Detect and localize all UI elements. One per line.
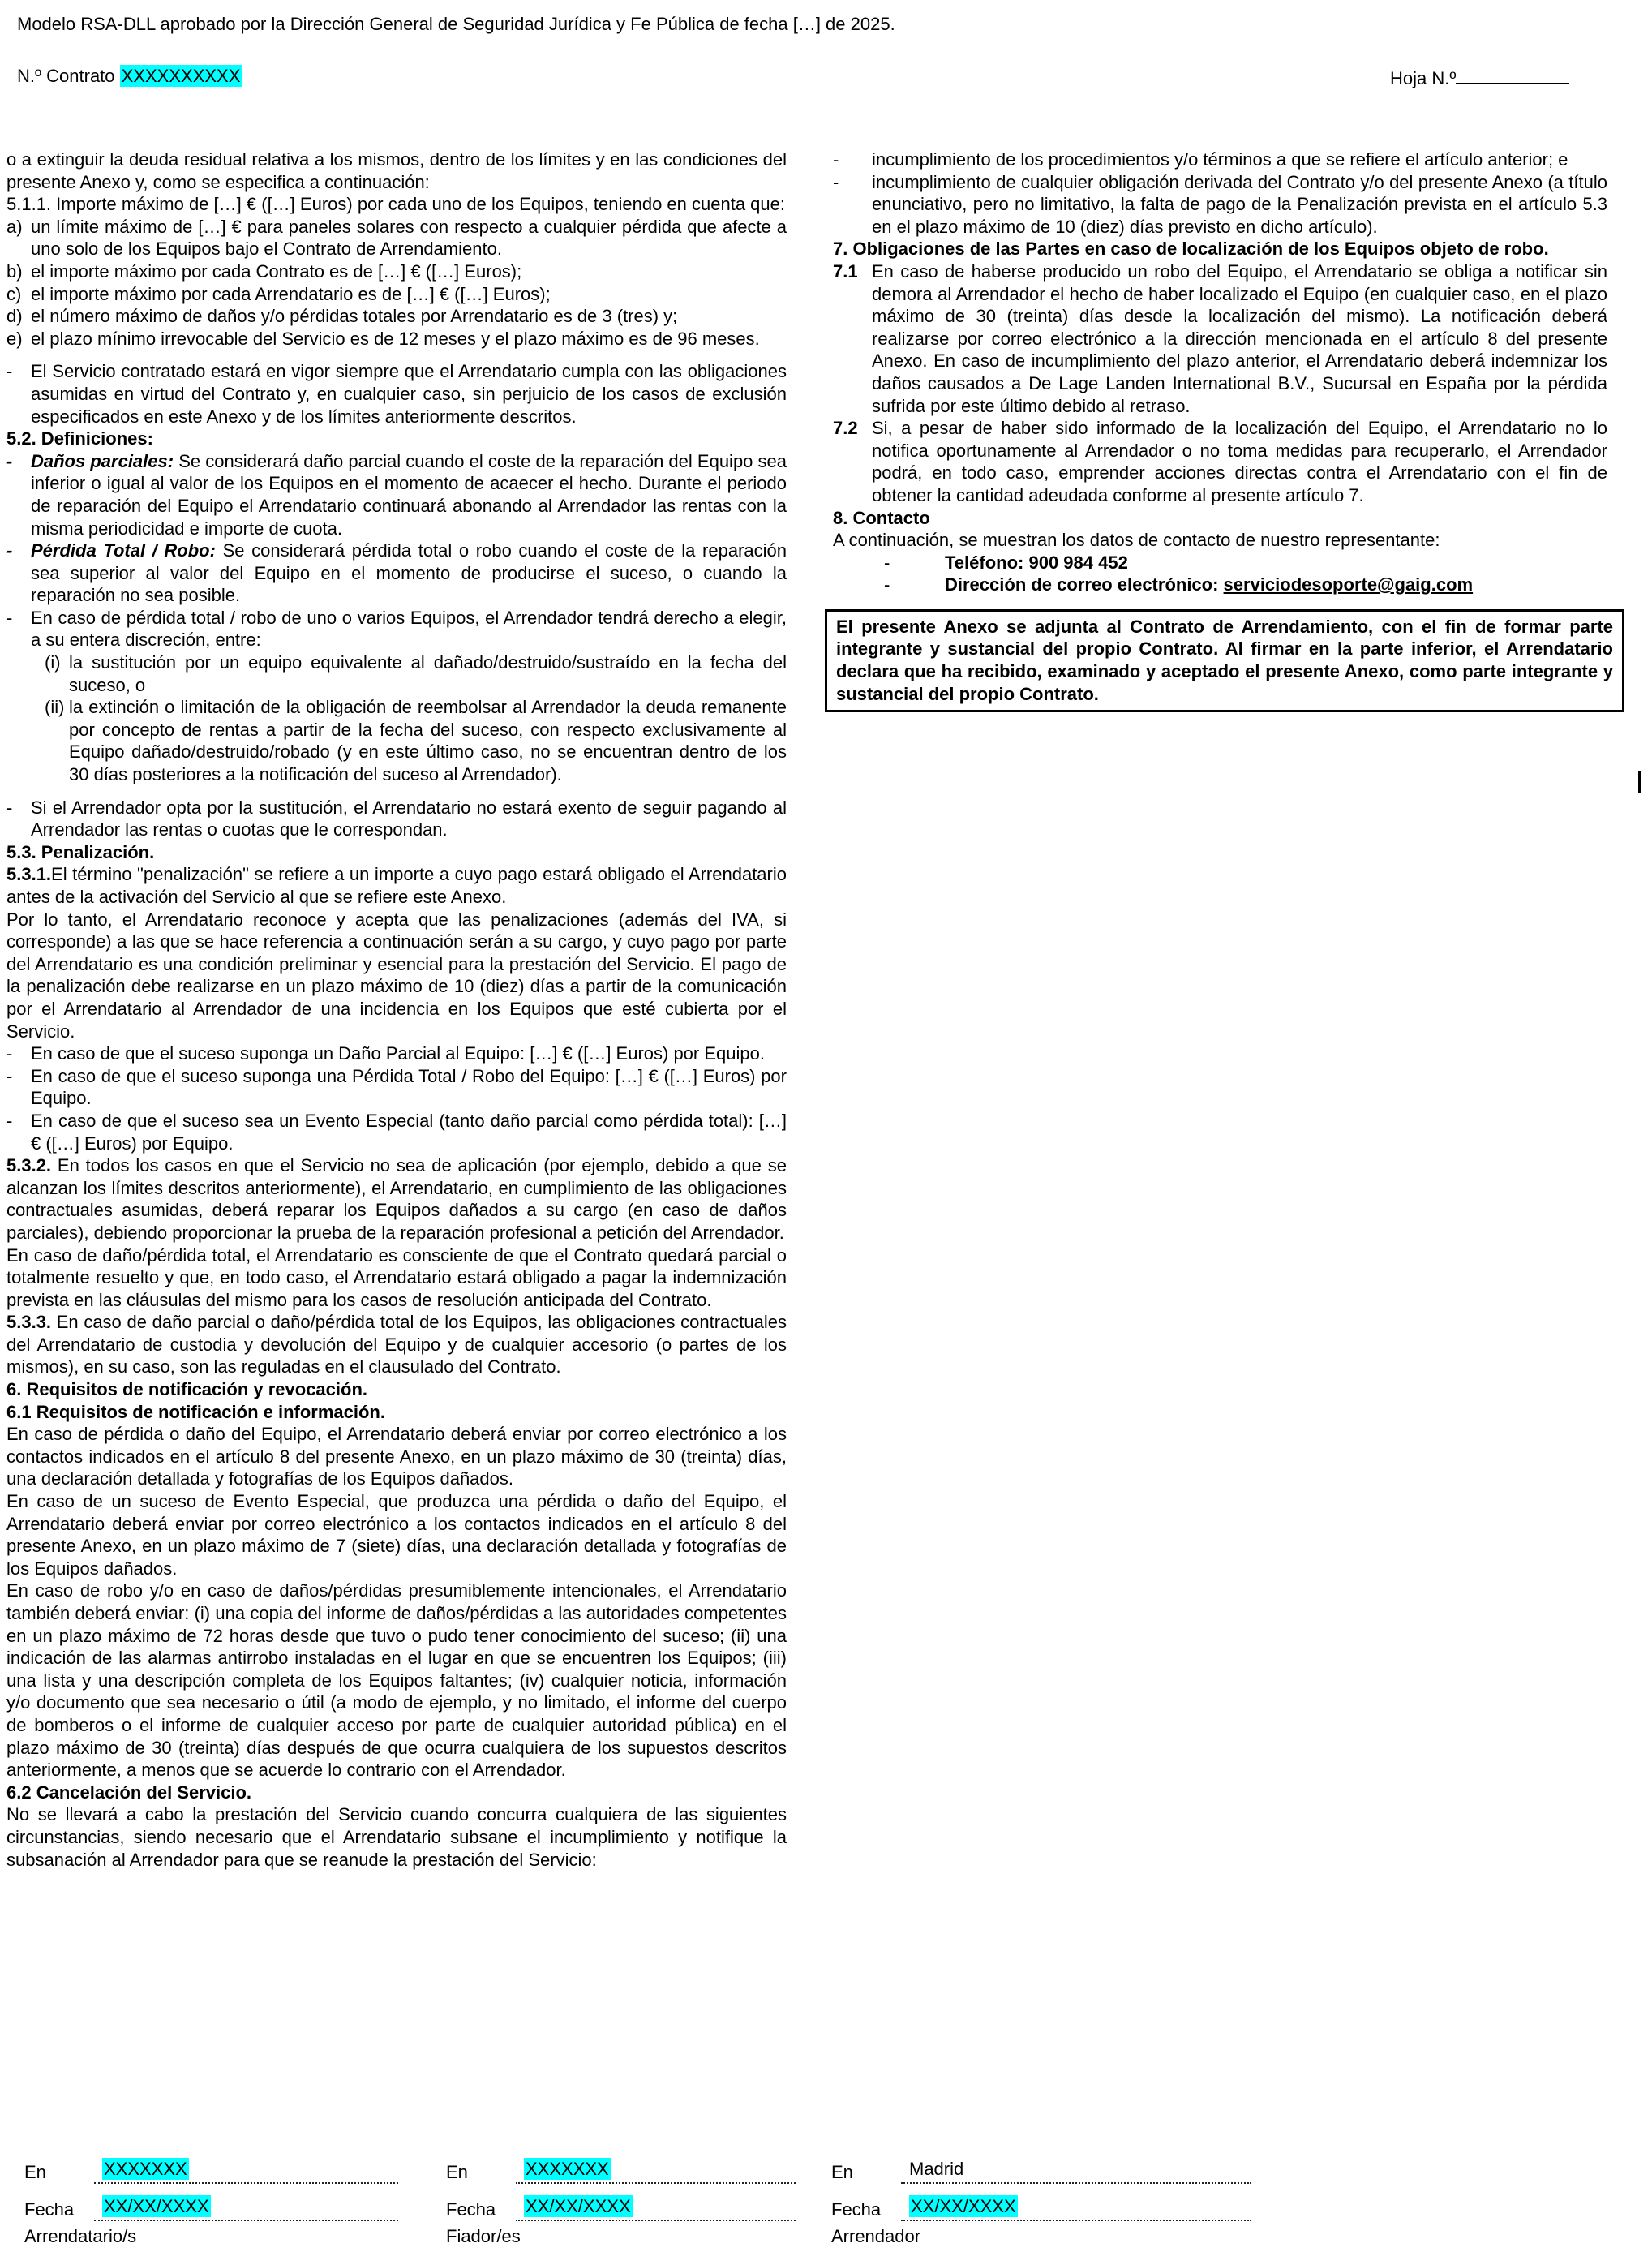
email-label: Dirección de correo electrónico: — [945, 574, 1224, 595]
left-column — [6, 148, 787, 1871]
list-item-b: b) el importe máximo por cada Contrato es de […] € ([…] Euros); — [6, 260, 522, 282]
place-signature-line[interactable] — [901, 2158, 1251, 2184]
date-field-value[interactable]: XX/XX/XXXX — [911, 2196, 1016, 2217]
date-field-value[interactable]: XX/XX/XXXX — [104, 2196, 209, 2217]
contract-number-value[interactable]: XXXXXXXXXX — [121, 66, 241, 86]
place-field-value[interactable]: XXXXXXX — [526, 2159, 609, 2180]
place-signature-line[interactable] — [516, 2158, 796, 2184]
annex-notice-box: El presente Anexo se adjunta al Contrato de Arrendamiento, con el fin de formar parte integrante y sustancial del propio Contrato. Al firmar en la parte inferior, el Arrendatario declara que ha recibido, examinado y aceptado el presente Anexo, como parte integrante y sustancial del propio Contrato. — [825, 609, 1624, 712]
contact-phone — [884, 552, 1607, 574]
clause-7-2: 7.2 Si, a pesar de haber sido informado de la localización del Equipo, el Arrendatario no lo notifica oportunamente al Arrendador o no toma medidas para recuperarlo, el Arrendador podrá, en todo caso, emprender acciones directas contra el Arrendatario con el fin de obtener la cantidad adeudada conforme al presente artículo 7. — [833, 418, 1607, 505]
place-label: En — [24, 2162, 46, 2183]
dash-bullet: - — [6, 797, 13, 818]
list-marker: (ii) — [45, 697, 65, 718]
clause-number: 5.3.1. — [6, 864, 52, 885]
place-field-value[interactable]: XXXXXXX — [104, 2159, 187, 2180]
breach-obligations-bullet: - incumplimiento de cualquier obligación derivada del Contrato y/o del presente Anexo (a título enunciativo, pero no limitativo, la falta de pago de la Penalización prevista en el artículo 5.3 en el plazo máximo de 10 (diez) días previsto en dicho artículo). — [833, 171, 1607, 237]
sheet-number — [1390, 65, 1569, 90]
email-address-link[interactable]: serviciodesoporte@gaig.com — [1223, 574, 1474, 595]
clause-6-1-b: En caso de un suceso de Evento Especial, que produzca una pérdida o daño del Equipo, el Arrendatario deberá enviar por correo electrónico a los contactos indicados en el artículo 8 del presente Anexo, en un plazo máximo de 7 (siete) días, una declaración detallada y fotografías de los Equipos dañados. — [6, 1491, 787, 1579]
dash-bullet: - — [6, 1065, 13, 1086]
sheet-number-label: Hoja N.º — [1390, 68, 1457, 88]
clause-6-1-a: En caso de pérdida o daño del Equipo, el Arrendatario deberá enviar por correo electrónico a los contactos indicados en el artículo 8 del presente Anexo, en un plazo máximo de 30 (treinta) días, una declaración detallada y fotografías de los Equipos dañados. — [6, 1424, 787, 1489]
contact-intro: A continuación, se muestran los datos de contacto de nuestro representante: — [833, 530, 1440, 551]
signature-block-fiador — [446, 2148, 796, 2248]
contract-number-label: N.º Contrato — [17, 66, 115, 86]
definition-danos-parciales: - Daños parciales: Se considerará daño parcial cuando el coste de la reparación del Equipo sea inferior o igual al valor de los Equipos en el momento de acaecer el hecho. Durante el periodo de reparación del Equipo el Arrendatario continuará abonando al Arrendador las rentas con la misma periodicidad e importe de cuota. — [6, 450, 787, 539]
clause-7-1: 7.1 En caso de haberse producido un robo del Equipo, el Arrendatario se obliga a notificar sin demora al Arrendador el hecho de haber localizado el Equipo (en cualquier caso, en el plazo máximo de 30 (treinta) días desde la localización del mismo). La notificación deberá realizarse por correo electrónico a la dirección mencionada en el artículo 8 del presente Anexo. En caso de incumplimiento del plazo anterior, el Arrendatario deberá indemnizar los daños causados a De Lage Landen International B.V., Sucursal en España por la pérdida sufrida por este último debido al retraso. — [833, 260, 1607, 416]
clause-5-1-1: 5.1.1. Importe máximo de […] € ([…] Euros) por cada uno de los Equipos, teniendo en cuenta que: — [6, 194, 785, 215]
dash-bullet: - — [884, 574, 890, 595]
definition-perdida-total-robo: - Pérdida Total / Robo: Se considerará pérdida total o robo cuando el coste de la reparación sea superior al valor del Equipo en el momento de producirse el suceso, o cuando la reparación no sea posible. — [6, 540, 787, 606]
heading-6-2-cancelacion: 6.2 Cancelación del Servicio. — [6, 1781, 252, 1803]
dash-bullet: - — [6, 361, 13, 382]
dash-bullet: - — [6, 1043, 13, 1064]
place-signature-line[interactable] — [94, 2158, 398, 2184]
clause-continuation-paragraph: o a extinguir la deuda residual relativa a los mismos, dentro de los límites y en las condiciones del presente Anexo y, como se especifica a continuación: — [6, 149, 787, 192]
date-signature-line[interactable] — [94, 2195, 398, 2221]
breach-procedures-bullet: - incumplimiento de los procedimientos y/o términos a que se refiere el artículo anterior; e — [833, 149, 1568, 170]
list-marker: a) — [6, 216, 23, 237]
signer-role-label: Arrendatario/s — [24, 2226, 137, 2246]
phone-number: Teléfono: 900 984 452 — [945, 552, 1128, 573]
definition-term: Pérdida Total / Robo: — [31, 540, 216, 561]
clause-number: 7.2 — [833, 418, 858, 439]
clause-6-2: No se llevará a cabo la prestación del Servicio cuando concurra cualquiera de las siguientes circunstancias, siendo necesario que el Arrendatario subsane el incumplimiento y notifique la subsanación al Arrendador para que se reanude la prestación del Servicio: — [6, 1804, 787, 1870]
option-i: (i) la sustitución por un equipo equivalente al dañado/destruido/sustraído en la fecha del suceso, o — [45, 652, 787, 695]
heading-8-contacto: 8. Contacto — [833, 507, 930, 528]
list-marker: (i) — [45, 652, 61, 673]
penalty-perdida-total-bullet: - En caso de que el suceso suponga una Pérdida Total / Robo del Equipo: […] € ([…] Euros) por Equipo. — [6, 1065, 787, 1109]
signature-section — [0, 2148, 1652, 2252]
place-label: En — [831, 2162, 853, 2183]
clause-5-3-2-continuation: En caso de daño/pérdida total, el Arrendatario es consciente de que el Contrato quedará parcial o totalmente resuelto y que, en todo caso, el Arrendatario estará obligado a pagar la indemnización prevista en las cláusulas del mismo para los casos de resolución anticipada del Contrato. — [6, 1244, 787, 1310]
clause-5-3-3: 5.3.3. En caso de daño parcial o daño/pérdida total de los Equipos, las obligaciones contractuales del Arrendatario de custodia y devolución del Equipo y de cualquier accesorio (o partes de los mismos), en su caso, son las reguladas en el clausulado del Contrato. — [6, 1312, 787, 1377]
list-marker: e) — [6, 328, 23, 349]
heading-6-requisitos: 6. Requisitos de notificación y revocación. — [6, 1379, 368, 1400]
clause-5-3-1-continuation: Por lo tanto, el Arrendatario reconoce y acepta que las penalizaciones (además del IVA, si corresponde) a las que se hace referencia a continuación serán a su cargo, y cuyo pago por parte del Arrendatario es una condición preliminar y esencial para la prestación del Servicio. El pago de la penalización debe realizarse en un plazo máximo de 10 (diez) días a partir de la comunicación por el Arrendatario al Arrendador de una incidencia en los Equipos que esté cubierta por el Servicio. — [6, 909, 787, 1042]
clause-number: 5.3.2. — [6, 1155, 52, 1176]
signer-role-label: Arrendador — [831, 2226, 921, 2246]
list-marker: c) — [6, 283, 22, 304]
service-validity-bullet: - El Servicio contratado estará en vigor siempre que el Arrendatario cumpla con las obligaciones asumidas en virtud del Contrato y, en cualquier caso, sin perjuicio de los casos de exclusión especificados en este Anexo y de los límites anteriormente descritos. — [6, 361, 787, 427]
place-label: En — [446, 2162, 468, 2183]
date-signature-line[interactable] — [516, 2195, 796, 2221]
dash-bullet: - — [6, 450, 13, 471]
clause-5-3-1: 5.3.1.El término "penalización" se refiere a un importe a cuyo pago estará obligado el Arrendatario antes de la activación del Servicio al que se refiere este Anexo. — [6, 864, 787, 907]
dash-bullet: - — [833, 149, 839, 170]
dash-bullet: - — [884, 552, 890, 573]
dash-bullet: - — [833, 171, 839, 192]
list-marker: b) — [6, 260, 23, 282]
date-label: Fecha — [446, 2199, 496, 2220]
contact-email — [884, 574, 1607, 596]
penalty-dano-parcial-bullet: - En caso de que el suceso suponga un Daño Parcial al Equipo: […] € ([…] Euros) por Equipo. — [6, 1043, 765, 1064]
list-item-e: e) el plazo mínimo irrevocable del Servicio es de 12 meses y el plazo máximo es de 96 meses. — [6, 328, 760, 349]
signer-role-label: Fiador/es — [446, 2226, 521, 2246]
model-approval-line: Modelo RSA-DLL aprobado por la Dirección General de Seguridad Jurídica y Fe Pública de fecha […] de 2025. — [17, 14, 895, 34]
dash-bullet: - — [6, 540, 13, 561]
penalty-evento-especial-bullet: - En caso de que el suceso sea un Evento Especial (tanto daño parcial como pérdida total): […] € ([…] Euros) por Equipo. — [6, 1110, 787, 1154]
list-item-d: d) el número máximo de daños y/o pérdidas totales por Arrendatario es de 3 (tres) y; — [6, 306, 678, 327]
right-column — [833, 148, 1613, 712]
heading-5-2-definiciones: 5.2. Definiciones: — [6, 428, 153, 449]
clause-number: 7.1 — [833, 260, 858, 282]
definition-term: Daños parciales: — [31, 450, 174, 471]
list-marker: d) — [6, 306, 23, 327]
date-field-value[interactable]: XX/XX/XXXX — [526, 2196, 631, 2217]
dash-bullet: - — [6, 1110, 13, 1131]
place-field-value: Madrid — [909, 2159, 964, 2180]
clause-5-3-2: 5.3.2. En todos los casos en que el Servicio no sea de aplicación (por ejemplo, debido a que se alcanzan los límites descritos anteriormente), el Arrendatario, en cumplimiento de las obligaciones contractuales asumidas, deberá reparar los Equipos dañados a su cargo (en caso de daños parciales), debiendo proporcionar la prueba de la reparación profesional a petición del Arrendador. — [6, 1155, 787, 1243]
list-item-c: c) el importe máximo por cada Arrendatario es de […] € ([…] Euros); — [6, 283, 551, 304]
option-ii: (ii) la extinción o limitación de la obligación de reembolsar al Arrendador la deuda remanente por concepto de rentas a partir de la fecha del suceso, con respecto exclusivamente al Equipo dañado/destruido/robado (y en este último caso, no se encuentran dentro de los 30 días posteriores a la notificación del suceso al Arrendador). — [45, 697, 787, 785]
document-header-row — [17, 65, 1635, 88]
heading-6-1-notificacion: 6.1 Requisitos de notificación e información. — [6, 1401, 385, 1422]
date-label: Fecha — [831, 2199, 882, 2220]
signature-block-arrendador — [831, 2148, 1251, 2248]
signature-block-arrendatario — [24, 2148, 398, 2248]
date-label: Fecha — [24, 2199, 75, 2220]
date-signature-line[interactable] — [901, 2195, 1251, 2221]
clause-number: 5.3.3. — [6, 1312, 52, 1333]
sheet-number-blank-line[interactable] — [1456, 65, 1569, 84]
clause-6-1-c: En caso de robo y/o en caso de daños/pérdidas presumiblemente intencionales, el Arrendatario también deberá enviar: (i) una copia del informe de daños/pérdidas a las autoridades competentes en un plazo máximo de 72 horas desde que tuvo o pudo tener conocimiento del suceso; (ii) una indicación de las alarmas antirrobo instaladas en el lugar en que se encuentren los Equipos; (iii) una lista y una descripción completa de los Equipos faltantes; (iv) cualquier noticia, información y/o documento que sea necesario o útil (a modo de ejemplo, y no limitado, el informe del cuerpo de bomberos o el informe de cualquier acceso por parte de cualquier autoridad pública) en el plazo máximo de 30 (treinta) días después de que ocurra cualquiera de los supuestos descritos anteriormente, a menos que se acuerde lo contrario con el Arrendador. — [6, 1580, 787, 1781]
heading-7-obligaciones: 7. Obligaciones de las Partes en caso de localización de los Equipos objeto de robo. — [833, 239, 1549, 260]
dash-bullet: - — [6, 607, 13, 628]
heading-5-3-penalizacion: 5.3. Penalización. — [6, 841, 155, 862]
text-cursor-mark — [1638, 771, 1641, 793]
substitution-bullet: - Si el Arrendador opta por la sustitución, el Arrendatario no estará exento de seguir pagando al Arrendador las rentas o cuotas que le correspondan. — [6, 797, 787, 840]
lessor-choice-bullet: - En caso de pérdida total / robo de uno o varios Equipos, el Arrendador tendrá derecho a elegir, a su entera discreción, entre: — [6, 607, 787, 651]
list-item-a: a) un límite máximo de […] € para paneles solares con respecto a cualquier pérdida que afecte a uno solo de los Equipos bajo el Contrato de Arrendamiento. — [6, 216, 787, 260]
